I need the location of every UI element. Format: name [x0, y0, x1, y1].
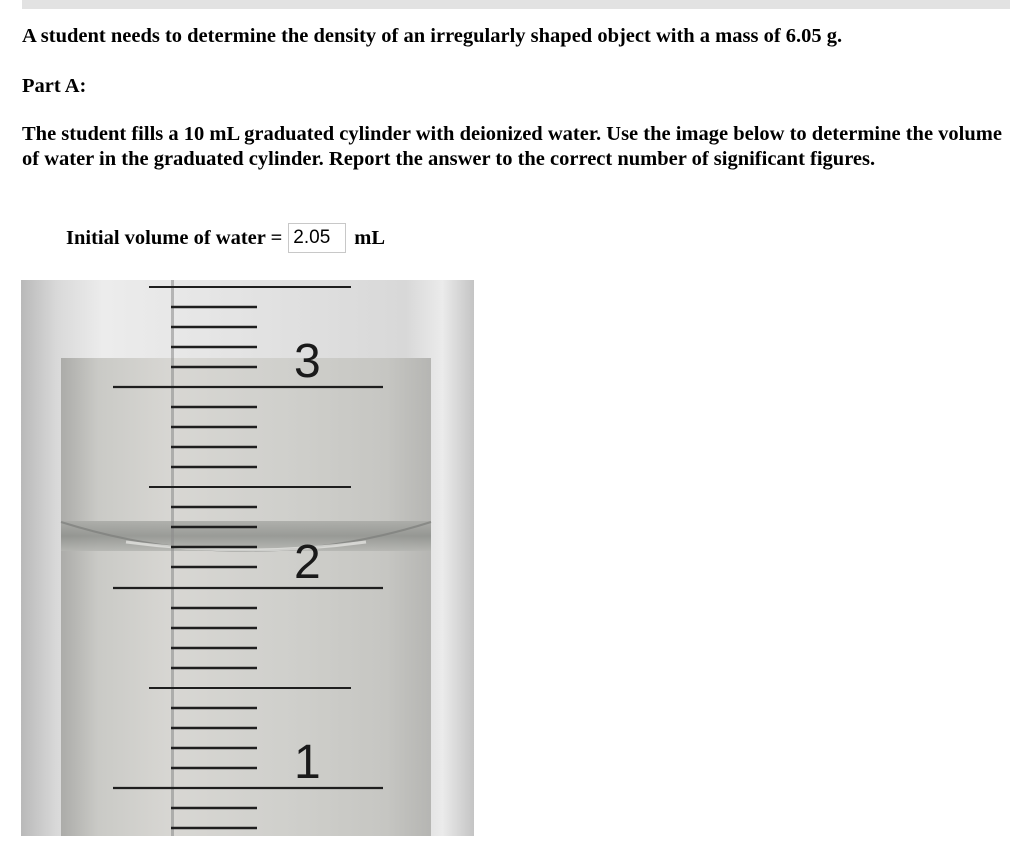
water-column — [61, 358, 431, 836]
answer-row — [66, 222, 385, 254]
graduated-cylinder-image — [21, 280, 474, 836]
scale-label-1: 1 — [294, 736, 321, 789]
question-instructions: The student fills a 10 mL graduated cylinder with deionized water. Use the image below to determine the volume of water in the graduated cylinder. Report the answer to the correct number of significant figures. — [22, 123, 1002, 170]
unit-label: mL — [354, 226, 386, 249]
question-intro: A student needs to determine the density of an irregularly shaped object with a mass of 6.05 g. — [22, 25, 843, 47]
top-divider — [22, 0, 1010, 9]
scale-label-2: 2 — [294, 536, 321, 589]
part-label: Part A: — [22, 75, 87, 97]
volume-input[interactable] — [288, 223, 346, 253]
scale-backbone — [171, 280, 174, 836]
cylinder-svg — [21, 280, 474, 836]
scale-label-3: 3 — [294, 335, 321, 388]
answer-label: Initial volume of water = — [66, 226, 283, 249]
